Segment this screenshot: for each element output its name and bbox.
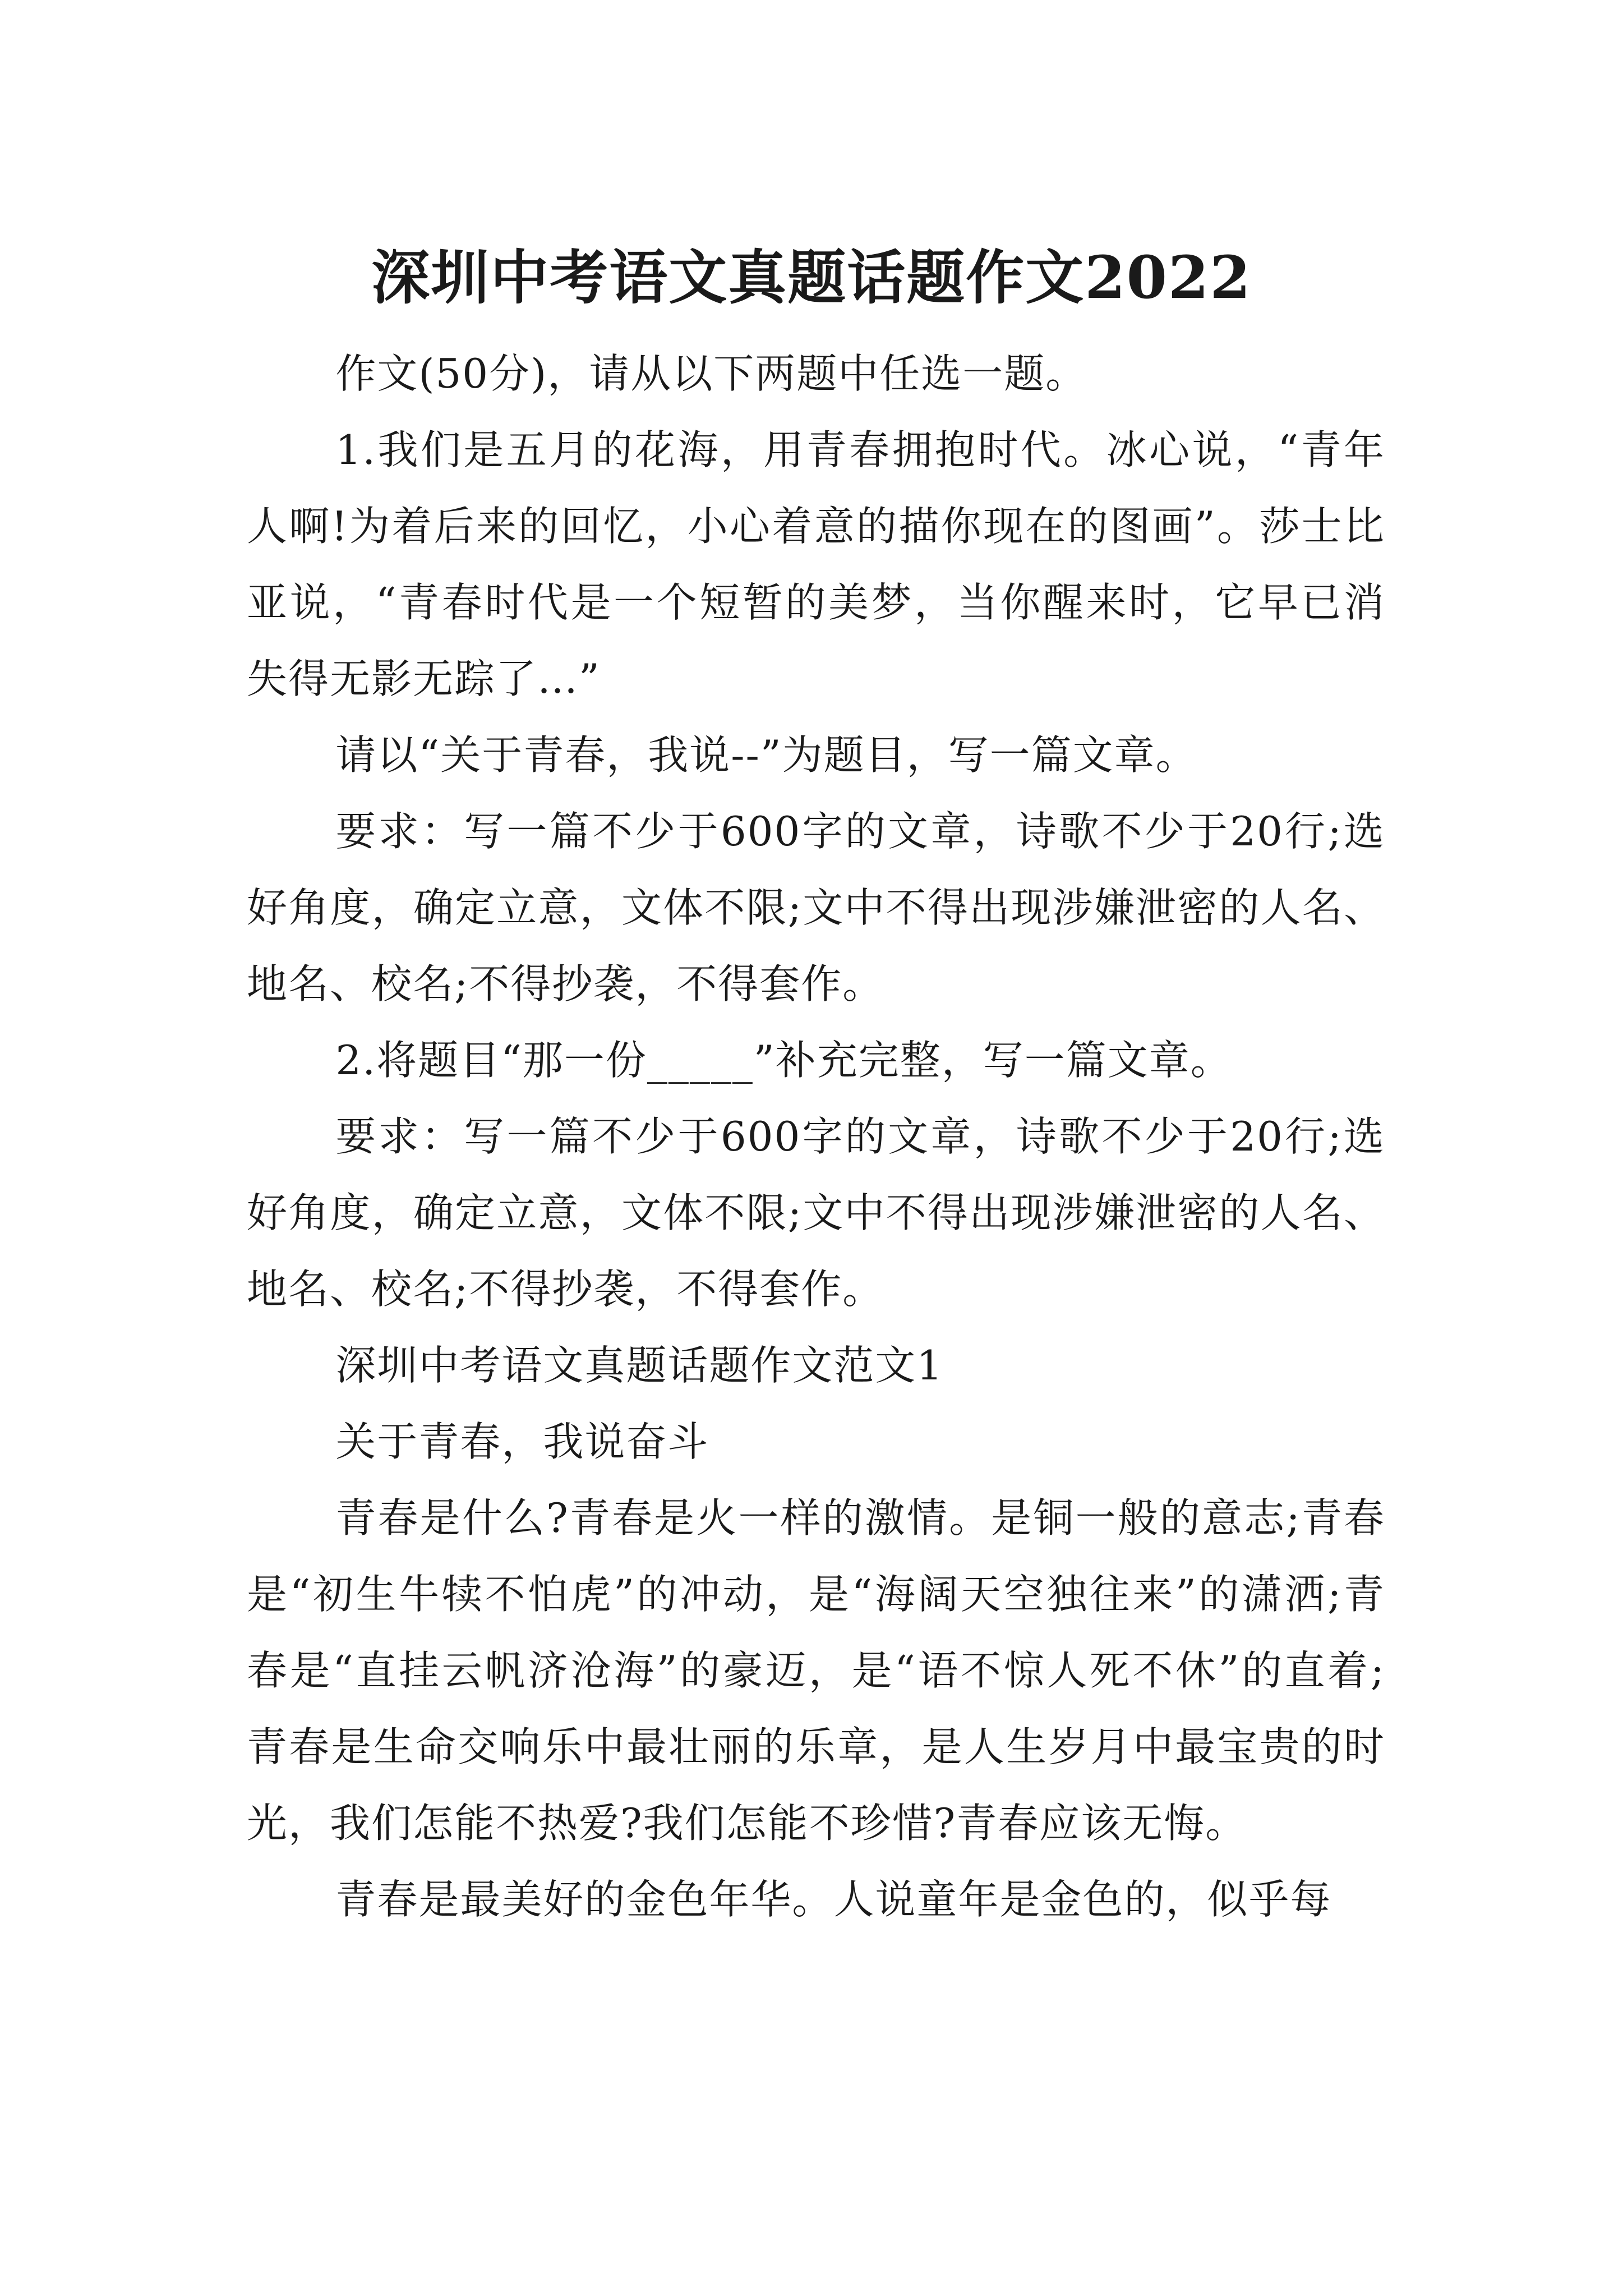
paragraph-sample-body-2: 青春是最美好的金色年华。人说童年是金色的，似乎每 bbox=[335, 1876, 1332, 1923]
paragraph-topic-2: 2.将题目“那一份_____”补充完整，写一篇文章。 bbox=[335, 1037, 1232, 1084]
paragraph-topic-2-requirements: 要求：写一篇不少于600字的文章，诗歌不少于20行;选好角度，确定立意，文体不限;文中不得出现涉嫌泄密的人名、地名、校名;不得抄袭，不得套作。 bbox=[247, 1113, 1385, 1313]
paragraph-sample-heading: 深圳中考语文真题话题作文范文1 bbox=[335, 1342, 944, 1389]
paragraph-sample-title: 关于青春，我说奋斗 bbox=[335, 1418, 709, 1465]
paragraph-topic-1-instruction: 请以“关于青春，我说--”为题目，写一篇文章。 bbox=[335, 731, 1197, 779]
document-title: 深圳中考语文真题话题作文2022 bbox=[371, 242, 1252, 312]
paragraph-sample-body-1: 青春是什么?青春是火一样的激情。是铜一般的意志;青春是“初生牛犊不怕虎”的冲动，是“海阔天空独往来”的潇洒;青春是“直挂云帆济沧海”的豪迈，是“语不惊人死不休”的直着;青春是生命交响乐中最壮丽的乐章，是人生岁月中最宝贵的时光，我们怎能不热爱?我们怎能不珍惜?青春应该无悔。 bbox=[247, 1494, 1385, 1847]
paragraph-prompt-intro: 作文(50分)，请从以下两题中任选一题。 bbox=[335, 350, 1087, 397]
paragraph-topic-1: 1.我们是五月的花海，用青春拥抱时代。冰心说，“青年人啊!为着后来的回忆，小心着意的描你现在的图画”。莎士比亚说，“青春时代是一个短暂的美梦，当你醒来时，它早已消失得无影无踪了…” bbox=[247, 426, 1385, 702]
paragraph-topic-1-requirements: 要求：写一篇不少于600字的文章，诗歌不少于20行;选好角度，确定立意，文体不限;文中不得出现涉嫌泄密的人名、地名、校名;不得抄袭，不得套作。 bbox=[247, 808, 1385, 1007]
document-body bbox=[247, 335, 1385, 1938]
